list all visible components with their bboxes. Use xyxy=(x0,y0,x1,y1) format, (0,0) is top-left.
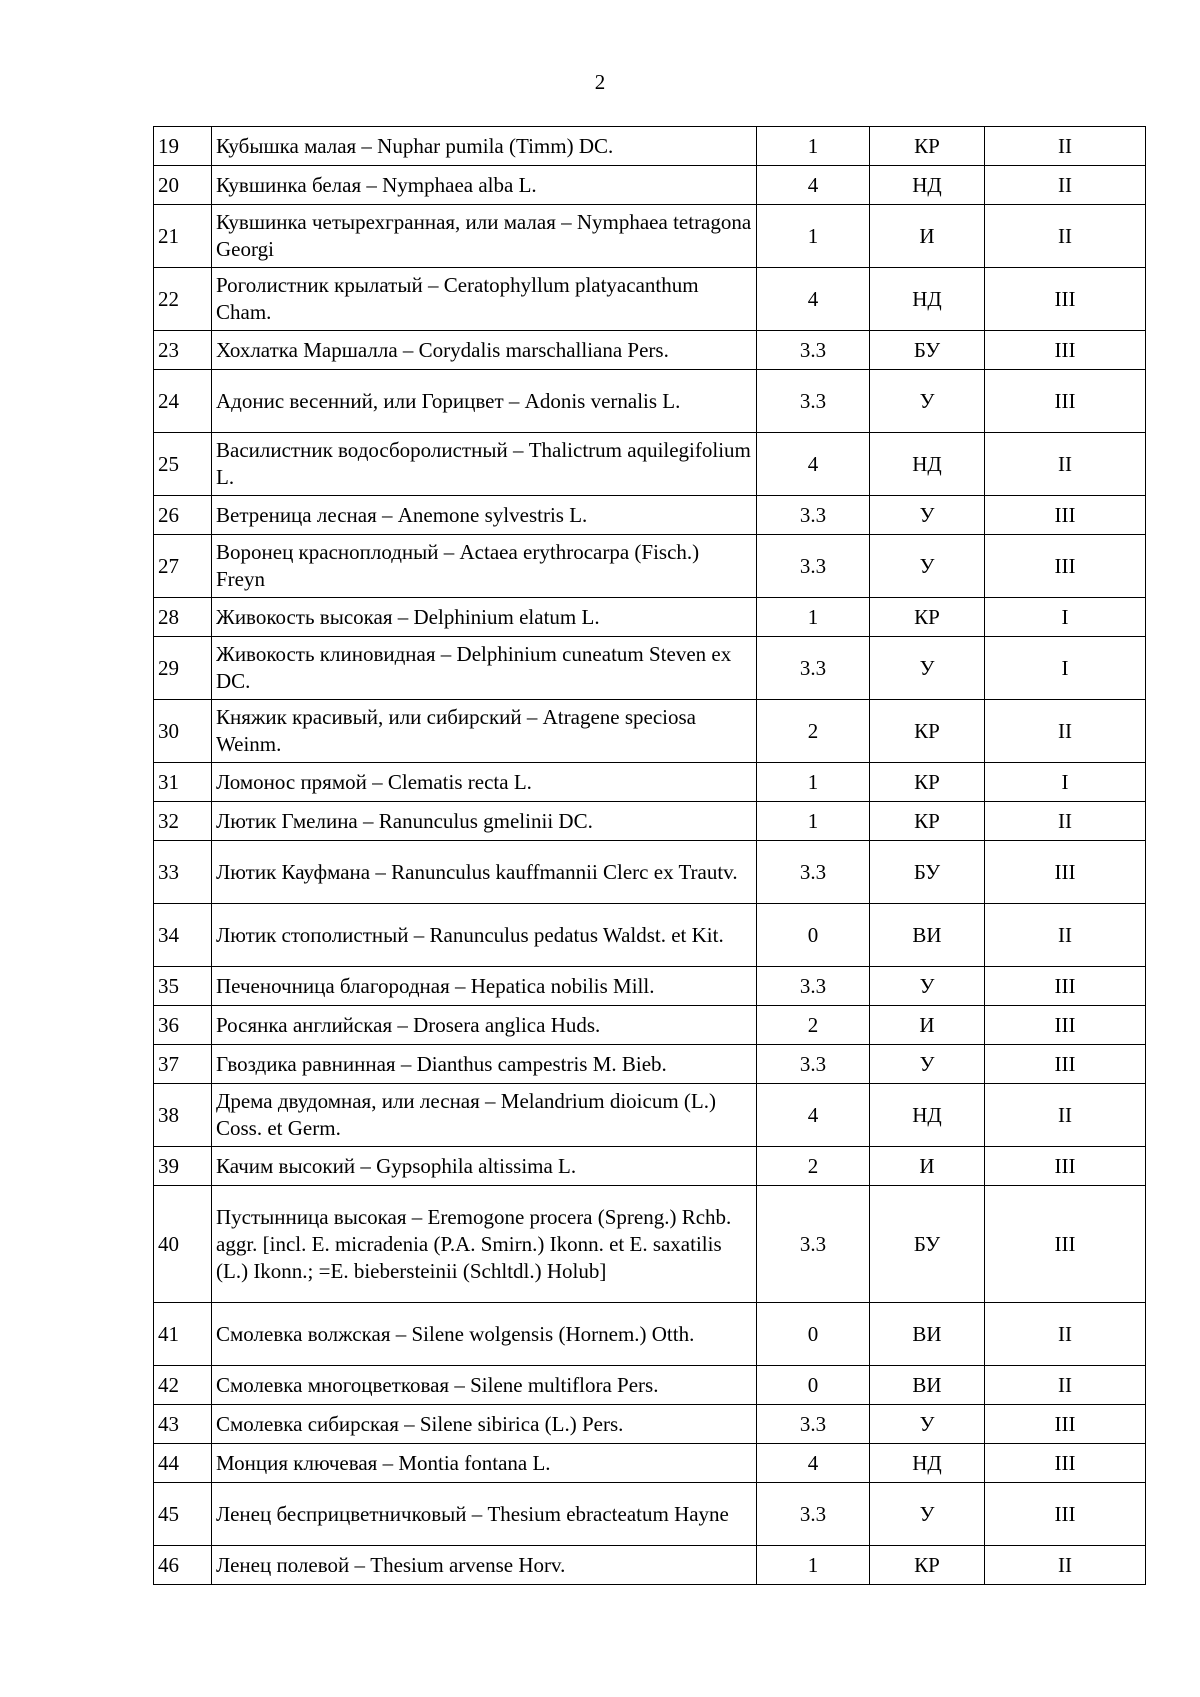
status-cell: У xyxy=(870,535,985,598)
species-name-cell: Монция ключевая – Montia fontana L. xyxy=(212,1444,757,1483)
table-row xyxy=(154,1546,1146,1585)
species-name-cell: Дрема двудомная, или лесная – Melandrium dioicum (L.) Coss. et Germ. xyxy=(212,1084,757,1147)
row-number-cell: 26 xyxy=(154,496,212,535)
species-name-cell: Гвоздика равнинная – Dianthus campestris M. Bieb. xyxy=(212,1045,757,1084)
category-cell: 3.3 xyxy=(757,370,870,433)
table-row xyxy=(154,841,1146,904)
status-cell: НД xyxy=(870,433,985,496)
row-number-cell: 33 xyxy=(154,841,212,904)
page-number: 2 xyxy=(594,70,606,94)
row-number-cell: 24 xyxy=(154,370,212,433)
status-cell: НД xyxy=(870,268,985,331)
class-cell: I xyxy=(985,598,1146,637)
table-row xyxy=(154,904,1146,967)
category-cell: 2 xyxy=(757,1147,870,1186)
status-cell: НД xyxy=(870,166,985,205)
table-row xyxy=(154,1483,1146,1546)
species-name-cell: Смолевка многоцветковая – Silene multiflora Pers. xyxy=(212,1366,757,1405)
class-cell: III xyxy=(985,535,1146,598)
status-cell: ВИ xyxy=(870,904,985,967)
category-cell: 3.3 xyxy=(757,496,870,535)
table-row xyxy=(154,598,1146,637)
class-cell: II xyxy=(985,433,1146,496)
row-number-cell: 40 xyxy=(154,1186,212,1303)
category-cell: 2 xyxy=(757,1006,870,1045)
table-row xyxy=(154,1147,1146,1186)
table-row xyxy=(154,1405,1146,1444)
status-cell: И xyxy=(870,205,985,268)
row-number-cell: 23 xyxy=(154,331,212,370)
status-cell: КР xyxy=(870,1546,985,1585)
class-cell: III xyxy=(985,1483,1146,1546)
species-table-body xyxy=(154,127,1146,1585)
class-cell: II xyxy=(985,1084,1146,1147)
category-cell: 4 xyxy=(757,268,870,331)
status-cell: КР xyxy=(870,763,985,802)
status-cell: ВИ xyxy=(870,1366,985,1405)
row-number-cell: 20 xyxy=(154,166,212,205)
category-cell: 3.3 xyxy=(757,331,870,370)
status-cell: КР xyxy=(870,127,985,166)
table-row xyxy=(154,1006,1146,1045)
row-number-cell: 46 xyxy=(154,1546,212,1585)
status-cell: И xyxy=(870,1006,985,1045)
species-name-cell: Смолевка сибирская – Silene sibirica (L.) Pers. xyxy=(212,1405,757,1444)
species-name-cell: Печеночница благородная – Hepatica nobilis Mill. xyxy=(212,967,757,1006)
row-number-cell: 43 xyxy=(154,1405,212,1444)
status-cell: У xyxy=(870,1045,985,1084)
category-cell: 1 xyxy=(757,205,870,268)
class-cell: III xyxy=(985,1147,1146,1186)
category-cell: 1 xyxy=(757,802,870,841)
status-cell: У xyxy=(870,1483,985,1546)
class-cell: III xyxy=(985,496,1146,535)
category-cell: 3.3 xyxy=(757,1483,870,1546)
status-cell: У xyxy=(870,370,985,433)
class-cell: II xyxy=(985,700,1146,763)
class-cell: II xyxy=(985,166,1146,205)
category-cell: 4 xyxy=(757,433,870,496)
table-row xyxy=(154,802,1146,841)
class-cell: II xyxy=(985,1303,1146,1366)
category-cell: 1 xyxy=(757,598,870,637)
status-cell: НД xyxy=(870,1444,985,1483)
row-number-cell: 35 xyxy=(154,967,212,1006)
species-name-cell: Ветреница лесная – Anemone sylvestris L. xyxy=(212,496,757,535)
species-name-cell: Роголистник крылатый – Ceratophyllum platyacanthum Cham. xyxy=(212,268,757,331)
row-number-cell: 31 xyxy=(154,763,212,802)
row-number-cell: 25 xyxy=(154,433,212,496)
table-row xyxy=(154,127,1146,166)
species-name-cell: Княжик красивый, или сибирский – Atragene speciosa Weinm. xyxy=(212,700,757,763)
table-row xyxy=(154,1303,1146,1366)
class-cell: III xyxy=(985,1006,1146,1045)
species-name-cell: Лютик Кауфмана – Ranunculus kauffmannii Clerc ex Trautv. xyxy=(212,841,757,904)
species-name-cell: Кувшинка четырехгранная, или малая – Nymphaea tetragona Georgi xyxy=(212,205,757,268)
row-number-cell: 42 xyxy=(154,1366,212,1405)
category-cell: 3.3 xyxy=(757,841,870,904)
row-number-cell: 45 xyxy=(154,1483,212,1546)
category-cell: 0 xyxy=(757,904,870,967)
table-row xyxy=(154,535,1146,598)
row-number-cell: 22 xyxy=(154,268,212,331)
class-cell: III xyxy=(985,268,1146,331)
class-cell: III xyxy=(985,967,1146,1006)
row-number-cell: 28 xyxy=(154,598,212,637)
class-cell: III xyxy=(985,841,1146,904)
row-number-cell: 38 xyxy=(154,1084,212,1147)
category-cell: 1 xyxy=(757,127,870,166)
table-row xyxy=(154,370,1146,433)
category-cell: 4 xyxy=(757,1084,870,1147)
row-number-cell: 44 xyxy=(154,1444,212,1483)
status-cell: ВИ xyxy=(870,1303,985,1366)
table-row xyxy=(154,331,1146,370)
row-number-cell: 41 xyxy=(154,1303,212,1366)
status-cell: БУ xyxy=(870,331,985,370)
category-cell: 3.3 xyxy=(757,967,870,1006)
table-row xyxy=(154,763,1146,802)
status-cell: БУ xyxy=(870,841,985,904)
row-number-cell: 30 xyxy=(154,700,212,763)
table-row xyxy=(154,205,1146,268)
species-name-cell: Ленец бесприцветничковый – Thesium ebracteatum Hayne xyxy=(212,1483,757,1546)
status-cell: У xyxy=(870,1405,985,1444)
species-name-cell: Воронец красноплодный – Actaea erythrocarpa (Fisch.) Freyn xyxy=(212,535,757,598)
species-name-cell: Живокость высокая – Delphinium elatum L. xyxy=(212,598,757,637)
category-cell: 1 xyxy=(757,763,870,802)
category-cell: 0 xyxy=(757,1366,870,1405)
species-name-cell: Пустынница высокая – Eremogone procera (Spreng.) Rchb. aggr. [incl. E. micradenia (P.A. Smirn.) Ikonn. et E. saxatilis (L.) Ikonn.; =E. biebersteinii (Schltdl.) Holub] xyxy=(212,1186,757,1303)
species-name-cell: Адонис весенний, или Горицвет – Adonis vernalis L. xyxy=(212,370,757,433)
table-row xyxy=(154,1186,1146,1303)
status-cell: КР xyxy=(870,802,985,841)
class-cell: I xyxy=(985,763,1146,802)
species-name-cell: Лютик стополистный – Ranunculus pedatus Waldst. et Kit. xyxy=(212,904,757,967)
class-cell: II xyxy=(985,802,1146,841)
species-name-cell: Кубышка малая – Nuphar pumila (Timm) DC. xyxy=(212,127,757,166)
category-cell: 3.3 xyxy=(757,1045,870,1084)
species-name-cell: Качим высокий – Gypsophila altissima L. xyxy=(212,1147,757,1186)
status-cell: КР xyxy=(870,700,985,763)
species-table xyxy=(153,126,1146,1585)
class-cell: II xyxy=(985,1546,1146,1585)
row-number-cell: 27 xyxy=(154,535,212,598)
class-cell: II xyxy=(985,1366,1146,1405)
table-row xyxy=(154,967,1146,1006)
table-row xyxy=(154,268,1146,331)
class-cell: II xyxy=(985,205,1146,268)
species-name-cell: Ломонос прямой – Clematis recta L. xyxy=(212,763,757,802)
table-row xyxy=(154,166,1146,205)
class-cell: III xyxy=(985,331,1146,370)
class-cell: III xyxy=(985,1045,1146,1084)
row-number-cell: 21 xyxy=(154,205,212,268)
status-cell: БУ xyxy=(870,1186,985,1303)
table-row xyxy=(154,637,1146,700)
status-cell: У xyxy=(870,967,985,1006)
class-cell: III xyxy=(985,1444,1146,1483)
category-cell: 1 xyxy=(757,1546,870,1585)
category-cell: 3.3 xyxy=(757,1405,870,1444)
species-name-cell: Росянка английская – Drosera anglica Huds. xyxy=(212,1006,757,1045)
row-number-cell: 39 xyxy=(154,1147,212,1186)
class-cell: III xyxy=(985,370,1146,433)
class-cell: III xyxy=(985,1405,1146,1444)
status-cell: КР xyxy=(870,598,985,637)
row-number-cell: 36 xyxy=(154,1006,212,1045)
species-name-cell: Живокость клиновидная – Delphinium cuneatum Steven ex DC. xyxy=(212,637,757,700)
table-row xyxy=(154,496,1146,535)
category-cell: 3.3 xyxy=(757,535,870,598)
category-cell: 2 xyxy=(757,700,870,763)
species-name-cell: Смолевка волжская – Silene wolgensis (Hornem.) Otth. xyxy=(212,1303,757,1366)
table-row xyxy=(154,700,1146,763)
table-row xyxy=(154,1366,1146,1405)
category-cell: 3.3 xyxy=(757,637,870,700)
species-name-cell: Кувшинка белая – Nymphaea alba L. xyxy=(212,166,757,205)
class-cell: II xyxy=(985,127,1146,166)
species-name-cell: Хохлатка Маршалла – Corydalis marschalliana Pers. xyxy=(212,331,757,370)
class-cell: I xyxy=(985,637,1146,700)
status-cell: У xyxy=(870,637,985,700)
row-number-cell: 29 xyxy=(154,637,212,700)
row-number-cell: 37 xyxy=(154,1045,212,1084)
category-cell: 4 xyxy=(757,1444,870,1483)
status-cell: И xyxy=(870,1147,985,1186)
status-cell: НД xyxy=(870,1084,985,1147)
category-cell: 3.3 xyxy=(757,1186,870,1303)
species-name-cell: Ленец полевой – Thesium arvense Horv. xyxy=(212,1546,757,1585)
table-row xyxy=(154,1045,1146,1084)
table-row xyxy=(154,1444,1146,1483)
class-cell: III xyxy=(985,1186,1146,1303)
table-row xyxy=(154,433,1146,496)
class-cell: II xyxy=(985,904,1146,967)
status-cell: У xyxy=(870,496,985,535)
category-cell: 4 xyxy=(757,166,870,205)
table-row xyxy=(154,1084,1146,1147)
species-name-cell: Василистник водосборолистный – Thalictrum aquilegifolium L. xyxy=(212,433,757,496)
row-number-cell: 32 xyxy=(154,802,212,841)
row-number-cell: 19 xyxy=(154,127,212,166)
row-number-cell: 34 xyxy=(154,904,212,967)
species-name-cell: Лютик Гмелина – Ranunculus gmelinii DC. xyxy=(212,802,757,841)
category-cell: 0 xyxy=(757,1303,870,1366)
